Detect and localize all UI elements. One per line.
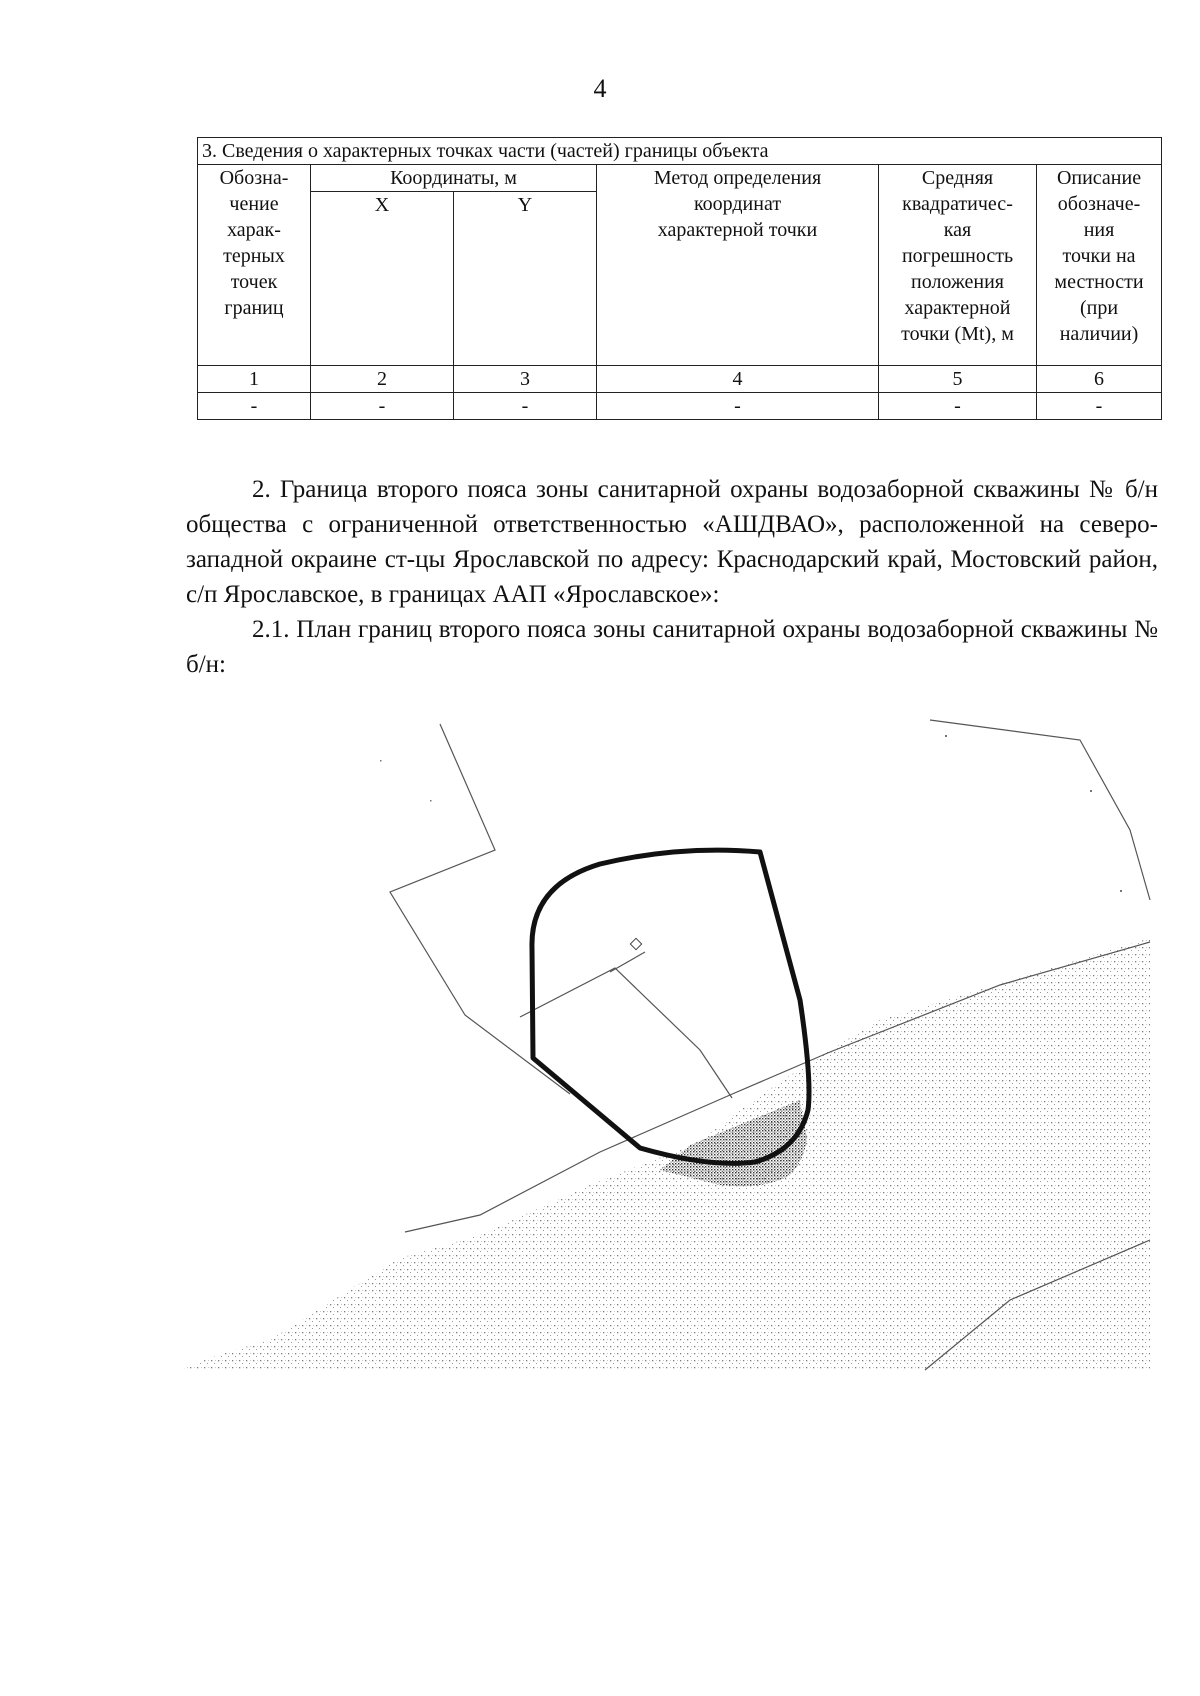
table-cell: -	[311, 393, 454, 420]
header-mse: Средняя квадратичес- кая погрешность положения характерной точки (Mt), м	[879, 165, 1037, 366]
paragraph-2	[186, 472, 1158, 612]
paragraph-2-text: 2. Граница второго пояса зоны санитарной охраны водозаборной скважины № б/н общества с ограниченной ответственностью «АШДВАО», расположенной на северо-западной окраине ст-цы Ярославской по адресу: Краснодарский край, Мостовский район, с/п Ярославское, в границах ААП «Ярославское»:	[186, 476, 1158, 608]
header-method: Метод определения координат характерной точки	[597, 165, 879, 366]
table-cell: -	[198, 393, 311, 420]
zone-plan-map	[0, 680, 1200, 1400]
paragraph-2-1-text: 2.1. План границ второго пояса зоны санитарной охраны водозаборной скважины № б/н:	[186, 616, 1158, 678]
header-x: X	[311, 192, 454, 366]
column-number: 2	[311, 366, 454, 393]
table-cell: -	[1037, 393, 1162, 420]
column-number: 5	[879, 366, 1037, 393]
table-section-title: 3. Сведения о характерных точках части (частей) границы объекта	[198, 138, 1162, 165]
header-y: Y	[454, 192, 597, 366]
page-number: 4	[593, 74, 607, 103]
header-designation: Обозна- чение харак- терных точек границ	[198, 165, 311, 366]
column-number: 6	[1037, 366, 1162, 393]
shaded-overlap-area	[660, 1098, 808, 1186]
well-marker	[630, 938, 641, 949]
paragraph-2-1	[186, 612, 1158, 682]
characteristic-points-table	[197, 137, 1162, 420]
column-number: 1	[198, 366, 311, 393]
speckle-marks	[380, 735, 1122, 892]
column-number: 3	[454, 366, 597, 393]
header-description: Описание обозначе- ния точки на местности (при наличии)	[1037, 165, 1162, 366]
table-cell: -	[879, 393, 1037, 420]
header-coordinates: Координаты, м	[311, 165, 597, 192]
table-cell: -	[597, 393, 879, 420]
table-cell: -	[454, 393, 597, 420]
column-number: 4	[597, 366, 879, 393]
